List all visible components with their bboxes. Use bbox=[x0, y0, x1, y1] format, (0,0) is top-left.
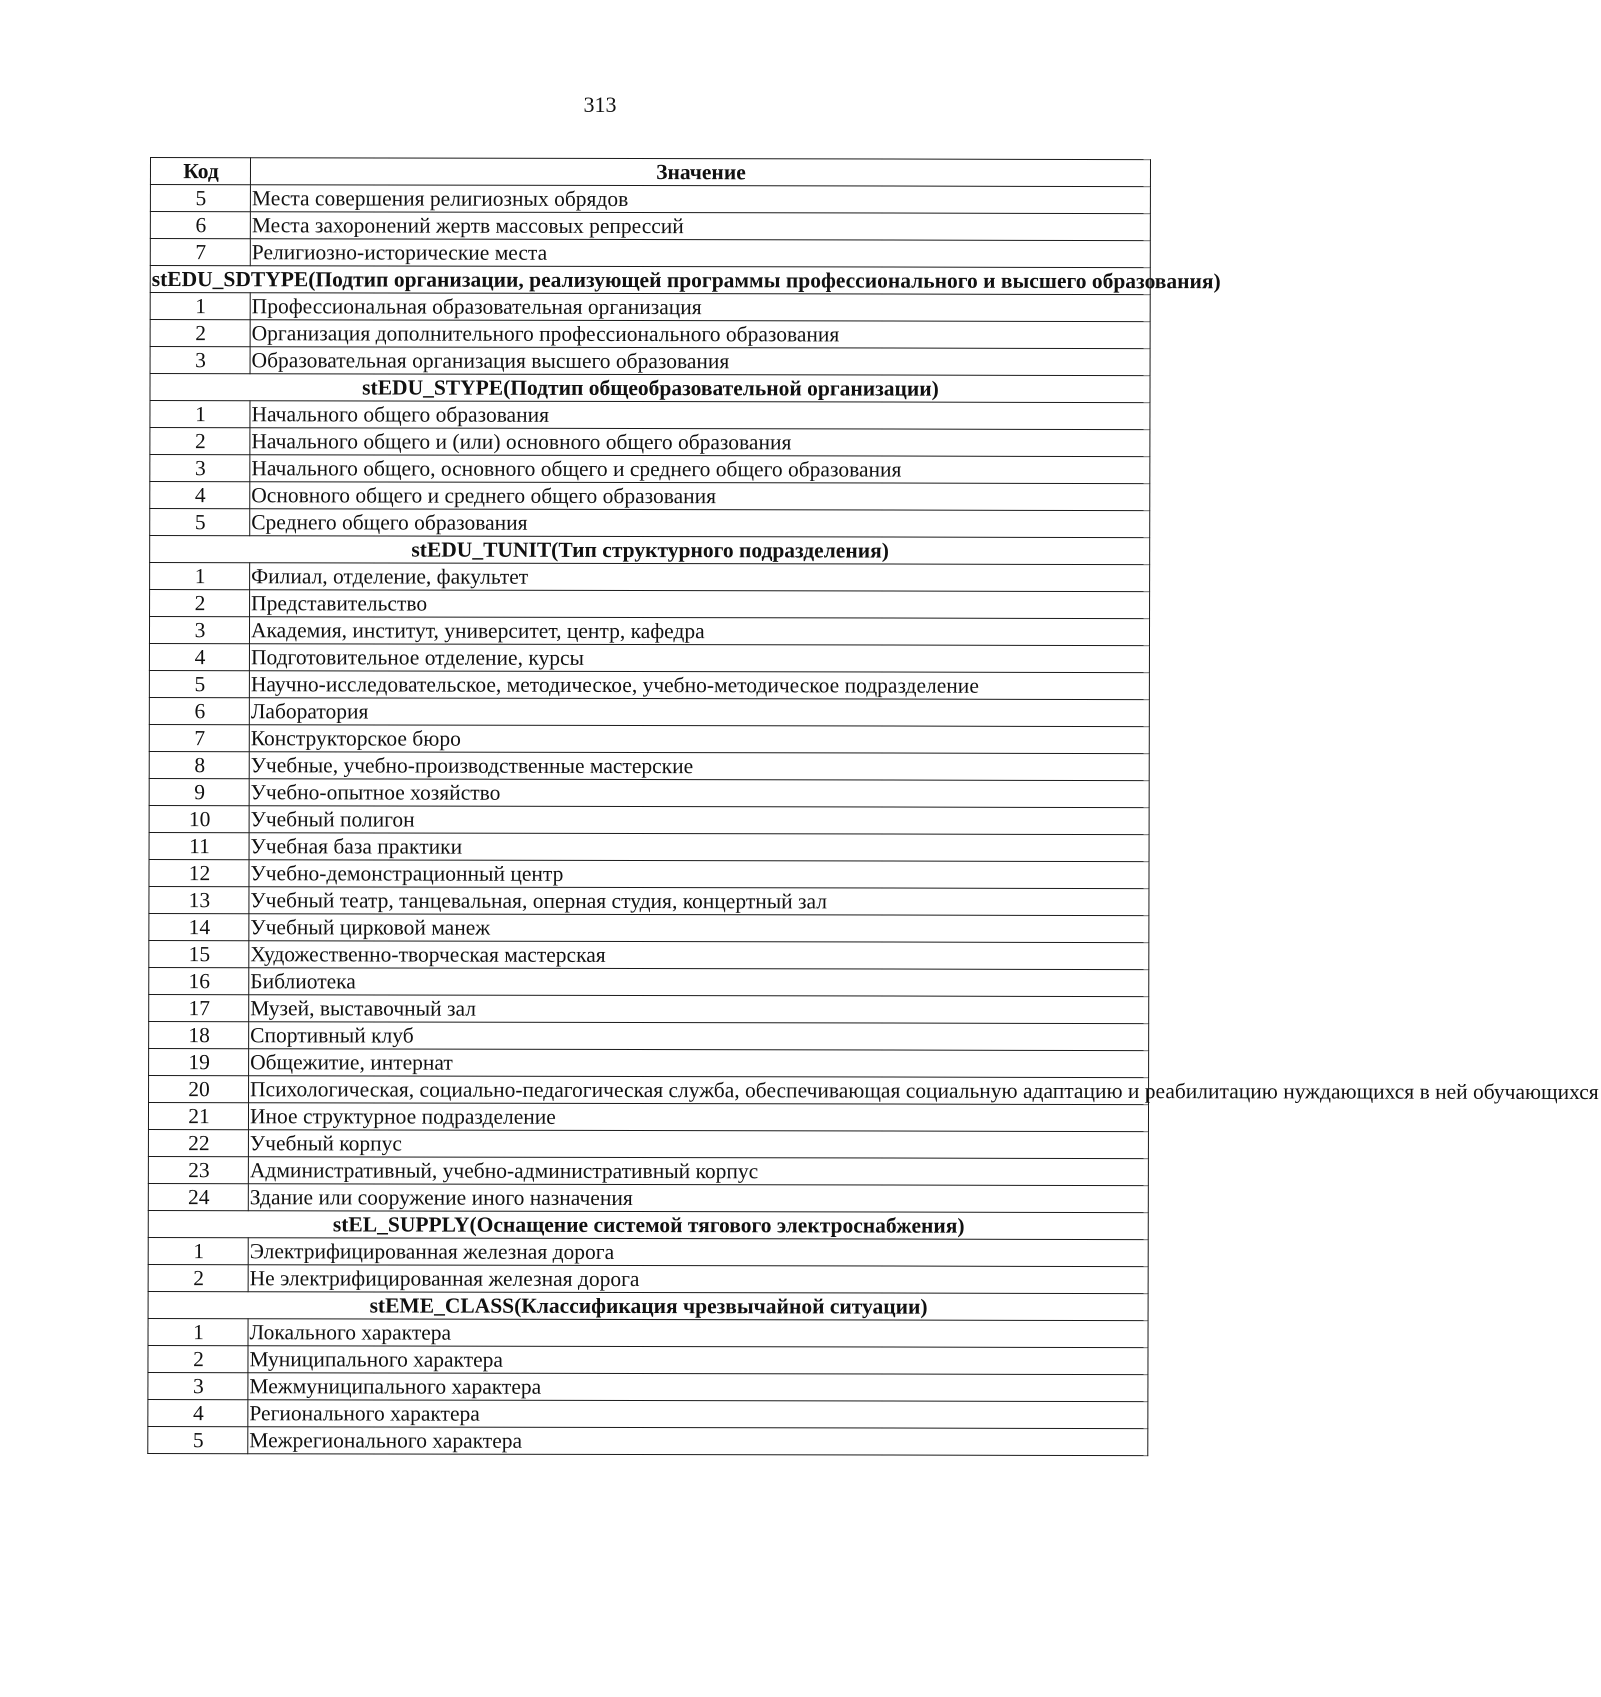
section-title: stEDU_TUNIT(Тип структурного подразделения) bbox=[150, 536, 1150, 565]
row-code: 16 bbox=[149, 967, 249, 994]
section-row bbox=[150, 266, 1150, 295]
row-code: 11 bbox=[149, 832, 249, 859]
row-value: Регионального характера bbox=[248, 1400, 1148, 1429]
row-code: 17 bbox=[149, 994, 249, 1021]
row-value: Здание или сооружение иного назначения bbox=[248, 1184, 1148, 1213]
row-value: Иное структурное подразделение bbox=[248, 1103, 1148, 1132]
table-row bbox=[150, 239, 1150, 268]
row-code: 21 bbox=[148, 1102, 248, 1129]
row-code: 8 bbox=[149, 751, 249, 778]
row-value: Не электрифицированная железная дорога bbox=[248, 1265, 1148, 1294]
row-value: Религиозно-исторические места bbox=[250, 239, 1150, 268]
row-code: 10 bbox=[149, 805, 249, 832]
table-row bbox=[149, 697, 1149, 726]
table-body bbox=[148, 185, 1599, 1456]
row-value: Учебно-демонстрационный центр bbox=[249, 860, 1149, 889]
row-code: 9 bbox=[149, 778, 249, 805]
row-value: Профессиональная образовательная организация bbox=[250, 293, 1150, 322]
row-value: Учебно-опытное хозяйство bbox=[249, 779, 1149, 808]
row-code: 18 bbox=[149, 1021, 249, 1048]
table-row bbox=[148, 1156, 1148, 1185]
row-value: Музей, выставочный зал bbox=[249, 995, 1149, 1024]
row-code: 24 bbox=[148, 1183, 248, 1210]
row-value: Начального общего и (или) основного общего образования bbox=[250, 428, 1150, 457]
table-row bbox=[150, 347, 1150, 376]
table-row bbox=[148, 1102, 1148, 1131]
row-value: Межмуниципального характера bbox=[248, 1373, 1148, 1402]
header-value: Значение bbox=[250, 158, 1150, 187]
row-value: Художественно-творческая мастерская bbox=[249, 941, 1149, 970]
code-table bbox=[147, 157, 1599, 1456]
row-code: 2 bbox=[150, 320, 250, 347]
row-code: 20 bbox=[149, 1075, 249, 1102]
row-value: Лаборатория bbox=[249, 698, 1149, 727]
row-value: Административный, учебно-административный корпус bbox=[248, 1157, 1148, 1186]
row-code: 2 bbox=[148, 1345, 248, 1372]
row-code: 1 bbox=[150, 563, 250, 590]
row-value: Учебный цирковой манеж bbox=[249, 914, 1149, 943]
table-row bbox=[148, 1183, 1148, 1212]
row-code: 23 bbox=[148, 1156, 248, 1183]
table-row bbox=[149, 778, 1149, 807]
row-code: 2 bbox=[150, 590, 250, 617]
row-value: Учебный корпус bbox=[248, 1130, 1148, 1159]
table-row bbox=[149, 859, 1149, 888]
row-value: Образовательная организация высшего образования bbox=[250, 347, 1150, 376]
row-value: Научно-исследовательское, методическое, учебно-методическое подразделение bbox=[249, 671, 1149, 700]
row-value: Локального характера bbox=[248, 1319, 1148, 1348]
row-code: 3 bbox=[148, 1372, 248, 1399]
row-value: Библиотека bbox=[249, 968, 1149, 997]
table-row bbox=[150, 320, 1150, 349]
section-title: stEL_SUPPLY(Оснащение системой тягового электроснабжения) bbox=[148, 1210, 1148, 1239]
row-value: Учебный театр, танцевальная, оперная студия, концертный зал bbox=[249, 887, 1149, 916]
table-row bbox=[149, 886, 1149, 915]
table-row bbox=[148, 1345, 1148, 1374]
row-code: 2 bbox=[148, 1264, 248, 1291]
row-value: Места совершения религиозных обрядов bbox=[250, 185, 1150, 214]
row-code: 7 bbox=[149, 724, 249, 751]
section-title: stEDU_STYPE(Подтип общеобразовательной организации) bbox=[150, 374, 1150, 403]
table-row bbox=[149, 913, 1149, 942]
row-value: Места захоронений жертв массовых репрессий bbox=[250, 212, 1150, 241]
row-value: Учебная база практики bbox=[249, 833, 1149, 862]
row-code: 6 bbox=[149, 697, 249, 724]
section-row bbox=[148, 1210, 1148, 1239]
page-number: 313 bbox=[583, 92, 617, 117]
table-row bbox=[150, 590, 1150, 619]
table-row bbox=[149, 1075, 1149, 1104]
row-code: 15 bbox=[149, 940, 249, 967]
row-code: 4 bbox=[150, 482, 250, 509]
row-code: 19 bbox=[149, 1048, 249, 1075]
table-row bbox=[148, 1318, 1148, 1347]
row-code: 5 bbox=[148, 1426, 248, 1453]
row-value: Основного общего и среднего общего образования bbox=[250, 482, 1150, 511]
row-code: 7 bbox=[150, 239, 250, 266]
table-row bbox=[149, 644, 1149, 673]
row-value: Академия, институт, университет, центр, кафедра bbox=[249, 617, 1149, 646]
row-code: 1 bbox=[148, 1237, 248, 1264]
row-code: 4 bbox=[148, 1399, 248, 1426]
section-row bbox=[150, 374, 1150, 403]
table-row bbox=[150, 509, 1150, 538]
row-code: 6 bbox=[150, 212, 250, 239]
row-value: Начального общего, основного общего и среднего общего образования bbox=[250, 455, 1150, 484]
table-row bbox=[149, 1021, 1149, 1050]
table-header-row bbox=[150, 158, 1150, 187]
row-value: Начального общего образования bbox=[250, 401, 1150, 430]
row-code: 14 bbox=[149, 913, 249, 940]
row-code: 22 bbox=[148, 1129, 248, 1156]
table-row bbox=[149, 967, 1149, 996]
table-row bbox=[150, 185, 1150, 214]
table-row bbox=[150, 563, 1150, 592]
table-row bbox=[150, 212, 1150, 241]
header-code: Код bbox=[150, 158, 250, 185]
table-row bbox=[150, 293, 1150, 322]
table-row bbox=[149, 940, 1149, 969]
table-row bbox=[148, 1372, 1148, 1401]
row-code: 13 bbox=[149, 886, 249, 913]
row-value: Муниципального характера bbox=[248, 1346, 1148, 1375]
row-value: Организация дополнительного профессионального образования bbox=[250, 320, 1150, 349]
section-row bbox=[148, 1291, 1148, 1320]
table-row bbox=[149, 994, 1149, 1023]
row-value: Учебный полигон bbox=[249, 806, 1149, 835]
table-row bbox=[150, 401, 1150, 430]
section-row bbox=[150, 536, 1150, 565]
table-row bbox=[148, 1237, 1148, 1266]
row-code: 1 bbox=[148, 1318, 248, 1345]
row-code: 4 bbox=[149, 644, 249, 671]
row-value: Филиал, отделение, факультет bbox=[250, 563, 1150, 592]
row-value: Общежитие, интернат bbox=[249, 1049, 1149, 1078]
row-value: Межрегионального характера bbox=[248, 1427, 1148, 1456]
table-row bbox=[150, 482, 1150, 511]
row-code: 3 bbox=[149, 617, 249, 644]
row-code: 3 bbox=[150, 347, 250, 374]
table-row bbox=[149, 617, 1149, 646]
row-code: 12 bbox=[149, 859, 249, 886]
table-row bbox=[149, 805, 1149, 834]
table-row bbox=[149, 751, 1149, 780]
table-row bbox=[150, 455, 1150, 484]
row-value: Электрифицированная железная дорога bbox=[248, 1238, 1148, 1267]
row-code: 1 bbox=[150, 401, 250, 428]
table-row bbox=[149, 1048, 1149, 1077]
section-title: stEME_CLASS(Классификация чрезвычайной ситуации) bbox=[148, 1291, 1148, 1320]
table-row bbox=[148, 1426, 1148, 1455]
table-row bbox=[149, 832, 1149, 861]
row-code: 5 bbox=[150, 185, 250, 212]
row-value: Учебные, учебно-производственные мастерские bbox=[249, 752, 1149, 781]
row-value: Среднего общего образования bbox=[250, 509, 1150, 538]
row-code: 1 bbox=[150, 293, 250, 320]
row-value: Подготовительное отделение, курсы bbox=[249, 644, 1149, 673]
table-row bbox=[149, 724, 1149, 753]
table-row bbox=[148, 1399, 1148, 1428]
row-code: 2 bbox=[150, 428, 250, 455]
table-row bbox=[149, 670, 1149, 699]
row-code: 5 bbox=[149, 670, 249, 697]
table-row bbox=[150, 428, 1150, 457]
table-row bbox=[148, 1129, 1148, 1158]
section-title: stEDU_SDTYPE(Подтип организации, реализующей программы профессионального и высшего образования) bbox=[151, 267, 1221, 294]
row-value: Психологическая, социально-педагогическая служба, обеспечивающая социальную адаптацию и реабилитацию нуждающихся в ней обучающихся bbox=[250, 1077, 1599, 1105]
row-code: 3 bbox=[150, 455, 250, 482]
row-value: Спортивный клуб bbox=[249, 1022, 1149, 1051]
row-code: 5 bbox=[150, 509, 250, 536]
row-value: Конструкторское бюро bbox=[249, 725, 1149, 754]
row-value: Представительство bbox=[250, 590, 1150, 619]
table-row bbox=[148, 1264, 1148, 1293]
